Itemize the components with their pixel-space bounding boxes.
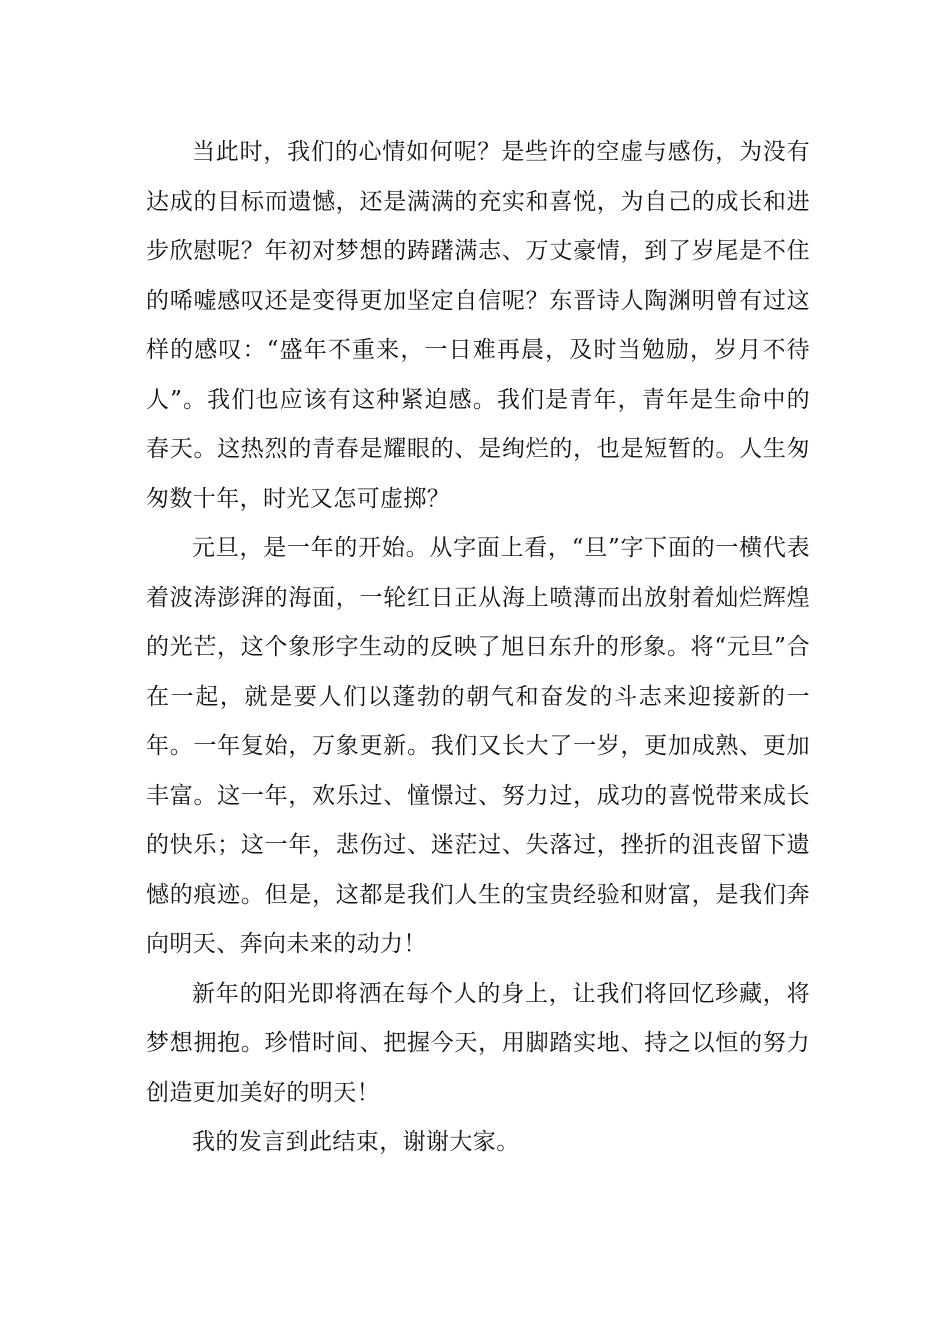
paragraph-closing: 我的发言到此结束，谢谢大家。 — [192, 1129, 520, 1155]
paragraph-new-year-meaning: 元旦，是一年的开始。从字面上看，“旦”字下面的一横代表着波涛澎湃的海面，一轮红日正从海上喷薄而出放射着灿烂辉煌的光芒，这个象形字生动的反映了旭日东升的形象。将“元旦”合在一起，就是要人们以蓬勃的朝气和奋发的斗志来迎接新的一年。一年复始，万象更新。我们又长大了一岁，更加成熟、更加丰富。这一年，欢乐过、憧憬过、努力过，成功的喜悦带来成长的快乐；这一年，悲伤过、迷茫过、失落过，挫折的沮丧留下遗憾的痕迹。但是，这都是我们人生的宝贵经验和财富，是我们奔向明天、奔向未来的动力！ — [146, 535, 810, 957]
paragraph-reflection: 当此时，我们的心情如何呢？是些许的空虚与感伤，为没有达成的目标而遗憾，还是满满的充实和喜悦，为自己的成长和进步欣慰呢？年初对梦想的踌躇满志、万丈豪情，到了岁尾是不住的唏嘘感叹还是变得更加坚定自信呢？东晋诗人陶渊明曾有过这样的感叹：“盛年不重来，一日难再晨，及时当勉励，岁月不待人”。我们也应该有这种紧迫感。我们是青年，青年是生命中的春天。这热烈的青春是耀眼的、是绚烂的，也是短暂的。人生匆匆数十年，时光又怎可虚掷？ — [146, 139, 810, 512]
document-body — [146, 128, 810, 1168]
paragraph-new-year-wish: 新年的阳光即将洒在每个人的身上，让我们将回忆珍藏，将梦想拥抱。珍惜时间、把握今天，用脚踏实地、持之以恒的努力创造更加美好的明天！ — [146, 980, 810, 1106]
